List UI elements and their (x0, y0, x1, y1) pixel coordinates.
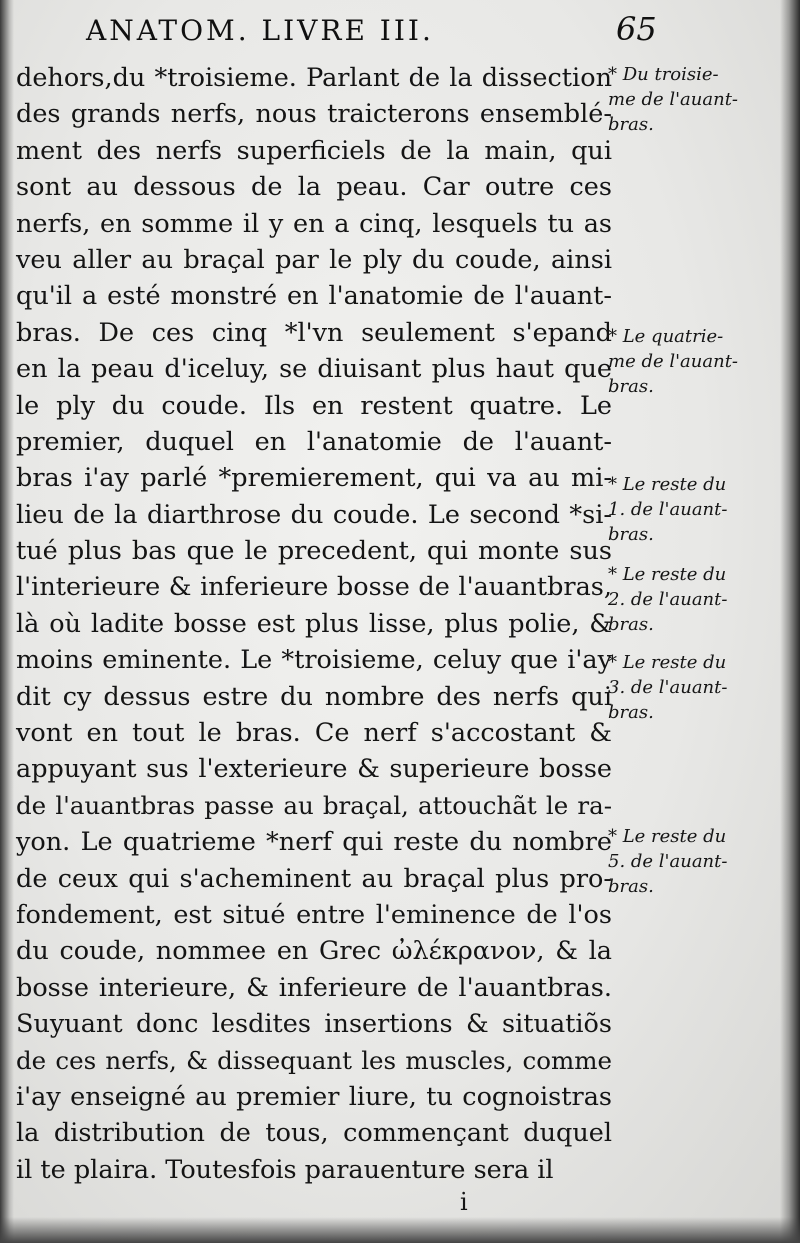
margin-note (608, 62, 768, 137)
text-line: premier, duquel en l'anatomie de l'auant- (16, 426, 612, 457)
signature-mark: i (460, 1188, 468, 1216)
margin-note (608, 324, 768, 399)
text-line: du coude, nommee en Grec ὠλέκρανον, & la (16, 936, 612, 967)
margin-note-line: * Le reste du (608, 564, 727, 585)
margin-note-line: me de l'auant- (608, 351, 739, 372)
text-line: dit cy dessus estre du nombre des nerfs qui (16, 681, 612, 712)
text-line: moins eminente. Le *troisieme, celuy que i'ay (16, 645, 612, 676)
text-line: l'interieure & inferieure bosse de l'auantbras, (16, 572, 612, 603)
text-line: veu aller au braçal par le ply du coude, ainsi (16, 244, 612, 275)
margin-note-line: bras. (608, 376, 654, 397)
text-line: fondement, est situé entre l'eminence de l'os (16, 899, 612, 930)
text-line: là où ladite bosse est plus lisse, plus polie, & (16, 608, 612, 639)
margin-note-line: 3. de l'auant- (608, 677, 728, 698)
text-line: yon. Le quatrieme *nerf qui reste du nombre (16, 827, 612, 858)
text-line: i'ay enseigné au premier liure, tu cognoistras (16, 1081, 612, 1112)
margin-note-line: me de l'auant- (608, 89, 739, 110)
text-line: Suyuant donc lesdites insertions & situatiõs (16, 1009, 612, 1040)
main-text-block (16, 60, 612, 1188)
margin-note-line: bras. (608, 876, 654, 897)
text-line: la distribution de tous, commençant duquel (16, 1118, 612, 1149)
running-head: ANATOM. LIVRE III. (86, 14, 434, 47)
page-gutter-shadow (0, 0, 14, 1243)
page-edge-shadow (780, 0, 800, 1243)
text-line: bosse interieure, & inferieure de l'auantbras. (16, 972, 612, 1003)
margin-note-line: bras. (608, 114, 654, 135)
margin-note-line: * Le quatrie- (608, 326, 724, 347)
text-line: sont au dessous de la peau. Car outre ces (16, 172, 612, 203)
text-line: le ply du coude. Ils en restent quatre. Le (16, 390, 612, 421)
margin-note-line: * Le reste du (608, 826, 727, 847)
text-line: lieu de la diarthrose du coude. Le second *si- (16, 499, 612, 530)
text-line: des grands nerfs, nous traicterons ensemblé- (16, 99, 612, 130)
margin-note (608, 824, 768, 899)
text-line: appuyant sus l'exterieure & superieure bosse (16, 754, 612, 785)
margin-note (608, 650, 768, 725)
text-line: en la peau d'iceluy, se diuisant plus haut que (16, 354, 612, 385)
text-line: qu'il a esté monstré en l'anatomie de l'auant- (16, 281, 612, 312)
page-header (86, 8, 666, 54)
page-number: 65 (616, 10, 657, 48)
margin-note-line: * Le reste du (608, 652, 727, 673)
margin-note-line: bras. (608, 702, 654, 723)
margin-note-line: * Le reste du (608, 474, 727, 495)
margin-note-line: 2. de l'auant- (608, 589, 728, 610)
margin-note-line: bras. (608, 524, 654, 545)
margin-note (608, 472, 768, 547)
margin-note-line: 1. de l'auant- (608, 499, 728, 520)
text-line: bras i'ay parlé *premierement, qui va au mi- (16, 463, 612, 494)
text-line: de l'auantbras passe au braçal, attouchãt le ra- (16, 790, 612, 820)
text-line: bras. De ces cinq *l'vn seulement s'epand (16, 317, 612, 348)
text-line: vont en tout le bras. Ce nerf s'accostant & (16, 718, 612, 749)
text-line: nerfs, en somme il y en a cinq, lesquels tu as (16, 208, 612, 239)
text-line: il te plaira. Toutesfois parauenture sera il (16, 1154, 554, 1185)
margin-note-line: bras. (608, 614, 654, 635)
page-bottom-shadow (0, 1217, 800, 1243)
text-line: dehors,du *troisieme. Parlant de la dissection (16, 63, 612, 93)
margin-note-line: 5. de l'auant- (608, 851, 728, 872)
margin-note (608, 562, 768, 637)
text-line: tué plus bas que le precedent, qui monte sus (16, 536, 612, 567)
text-line: ment des nerfs superficiels de la main, qui (16, 135, 612, 166)
text-line: de ceux qui s'acheminent au braçal plus pro- (16, 863, 612, 894)
text-line: de ces nerfs, & dissequant les muscles, comme (16, 1045, 612, 1075)
margin-note-line: * Du troisie- (608, 64, 719, 85)
